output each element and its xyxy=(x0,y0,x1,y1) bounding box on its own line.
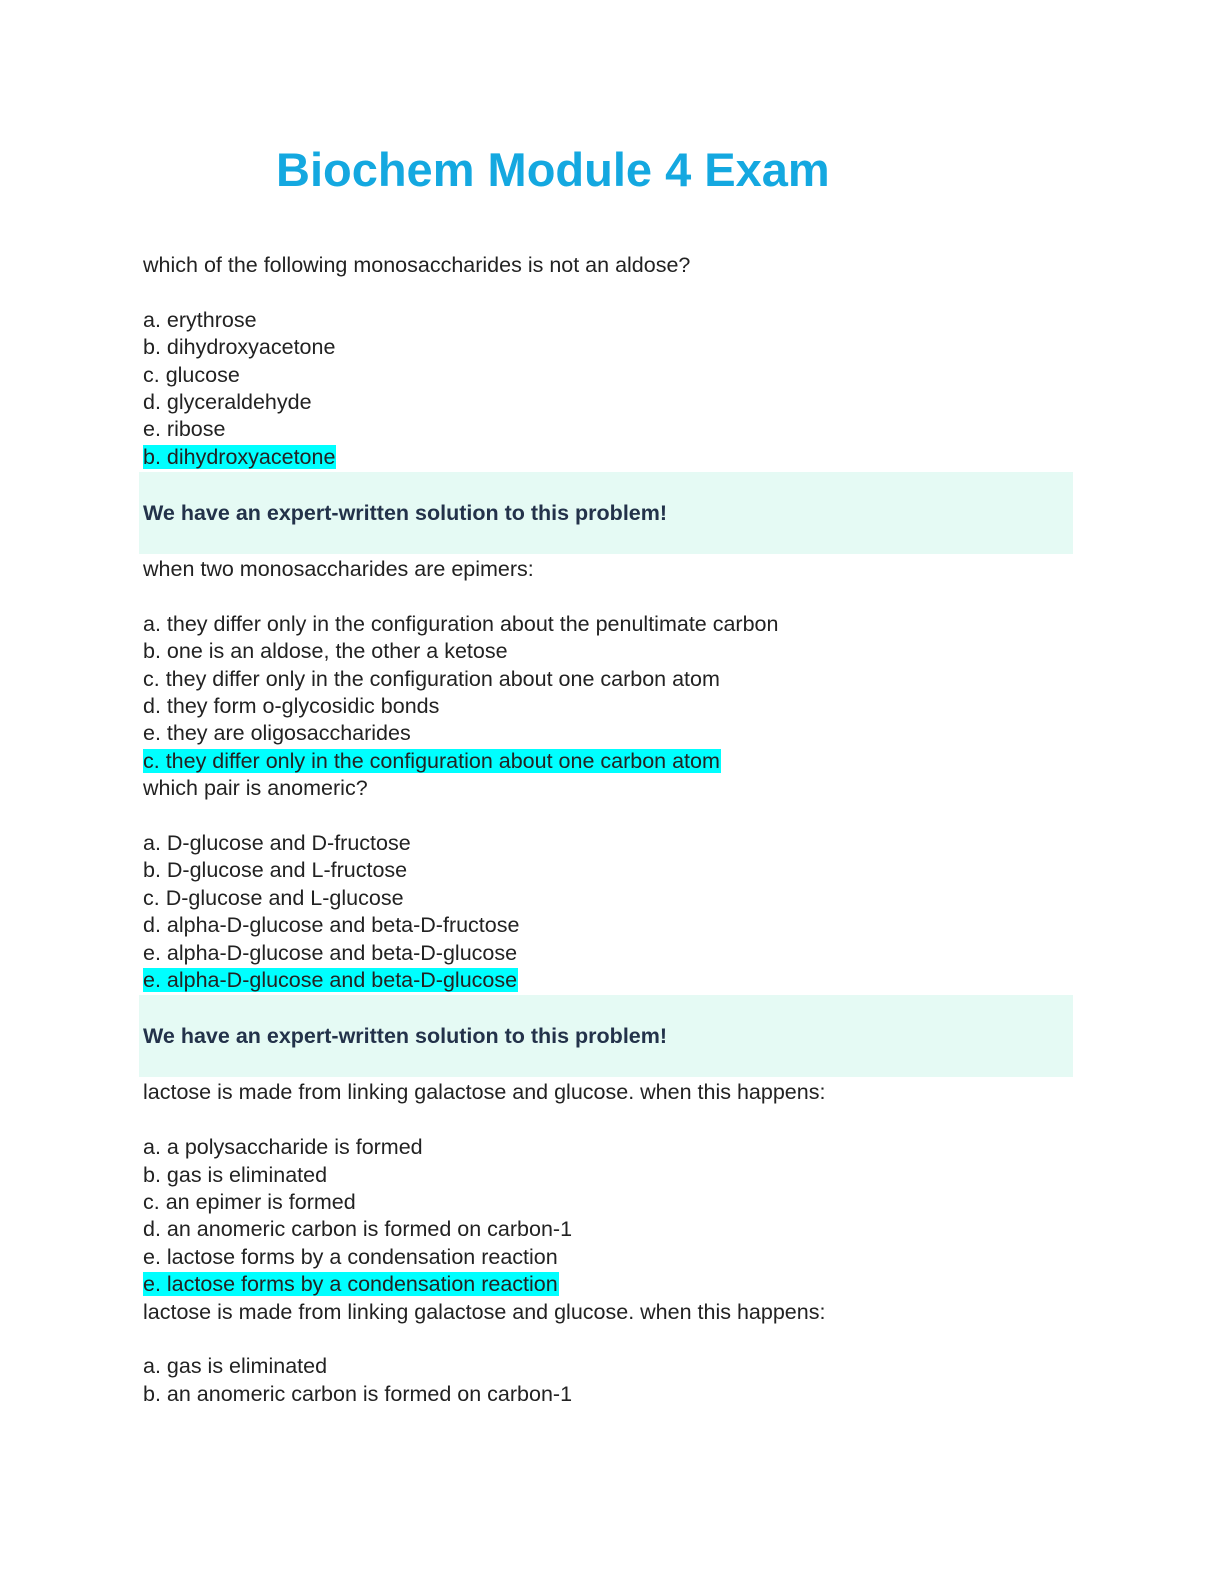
answer-text: b. dihydroxyacetone xyxy=(143,444,336,469)
option-item: e. ribose xyxy=(143,417,226,442)
option-item: a. D-glucose and D-fructose xyxy=(143,831,411,856)
option-item: e. they are oligosaccharides xyxy=(143,721,411,746)
highlighted-answer xyxy=(143,1271,1075,1298)
answer-text: c. they differ only in the configuration about one carbon atom xyxy=(143,748,720,773)
page-title: Biochem Module 4 Exam xyxy=(276,143,830,196)
option-item: e. lactose forms by a condensation reaction xyxy=(143,1244,558,1269)
option-item: b. an anomeric carbon is formed on carbon-1 xyxy=(143,1381,573,1406)
spacer xyxy=(143,803,1075,830)
option-item: e. alpha-D-glucose and beta-D-glucose xyxy=(143,940,518,965)
option-item: b. D-glucose and L-fructose xyxy=(143,858,408,883)
option-item: b. gas is eliminated xyxy=(143,1162,328,1187)
option-item: c. glucose xyxy=(143,362,240,387)
highlighted-answer xyxy=(143,444,1075,471)
option-item: a. erythrose xyxy=(143,307,257,332)
question-text: which pair is anomeric? xyxy=(143,776,368,801)
expert-solution-label: We have an expert-written solution to this problem! xyxy=(143,501,668,526)
question-text: lactose is made from linking galactose and glucose. when this happens: xyxy=(143,1299,826,1324)
expert-solution-label: We have an expert-written solution to this problem! xyxy=(143,1024,668,1049)
option-item: a. gas is eliminated xyxy=(143,1354,328,1379)
option-item: d. alpha-D-glucose and beta-D-fructose xyxy=(143,913,520,938)
highlighted-answer xyxy=(143,748,1075,775)
option-item: b. dihydroxyacetone xyxy=(143,335,336,360)
option-item: b. one is an aldose, the other a ketose xyxy=(143,639,508,664)
option-item: c. they differ only in the configuration about one carbon atom xyxy=(143,666,720,691)
answer-text: e. alpha-D-glucose and beta-D-glucose xyxy=(143,967,518,992)
question-text: lactose is made from linking galactose and glucose. when this happens: xyxy=(143,1080,826,1105)
option-item: c. an epimer is formed xyxy=(143,1189,356,1214)
option-item: d. an anomeric carbon is formed on carbon-1 xyxy=(143,1217,573,1242)
expert-solution-banner[interactable] xyxy=(139,995,1073,1077)
spacer xyxy=(143,584,1075,611)
spacer xyxy=(143,1326,1075,1353)
option-item: d. they form o-glycosidic bonds xyxy=(143,694,440,719)
answer-text: e. lactose forms by a condensation reaction xyxy=(143,1272,558,1297)
exam-content xyxy=(143,252,1075,1408)
option-item: a. a polysaccharide is formed xyxy=(143,1135,423,1160)
spacer xyxy=(143,279,1075,306)
highlighted-answer xyxy=(143,967,1075,994)
option-item: a. they differ only in the configuration about the penultimate carbon xyxy=(143,611,779,636)
question-text: when two monosaccharides are epimers: xyxy=(143,557,534,582)
spacer xyxy=(143,1107,1075,1134)
option-item: c. D-glucose and L-glucose xyxy=(143,885,404,910)
expert-solution-banner[interactable] xyxy=(139,472,1073,554)
option-item: d. glyceraldehyde xyxy=(143,389,312,414)
question-text: which of the following monosaccharides is not an aldose? xyxy=(143,253,691,277)
